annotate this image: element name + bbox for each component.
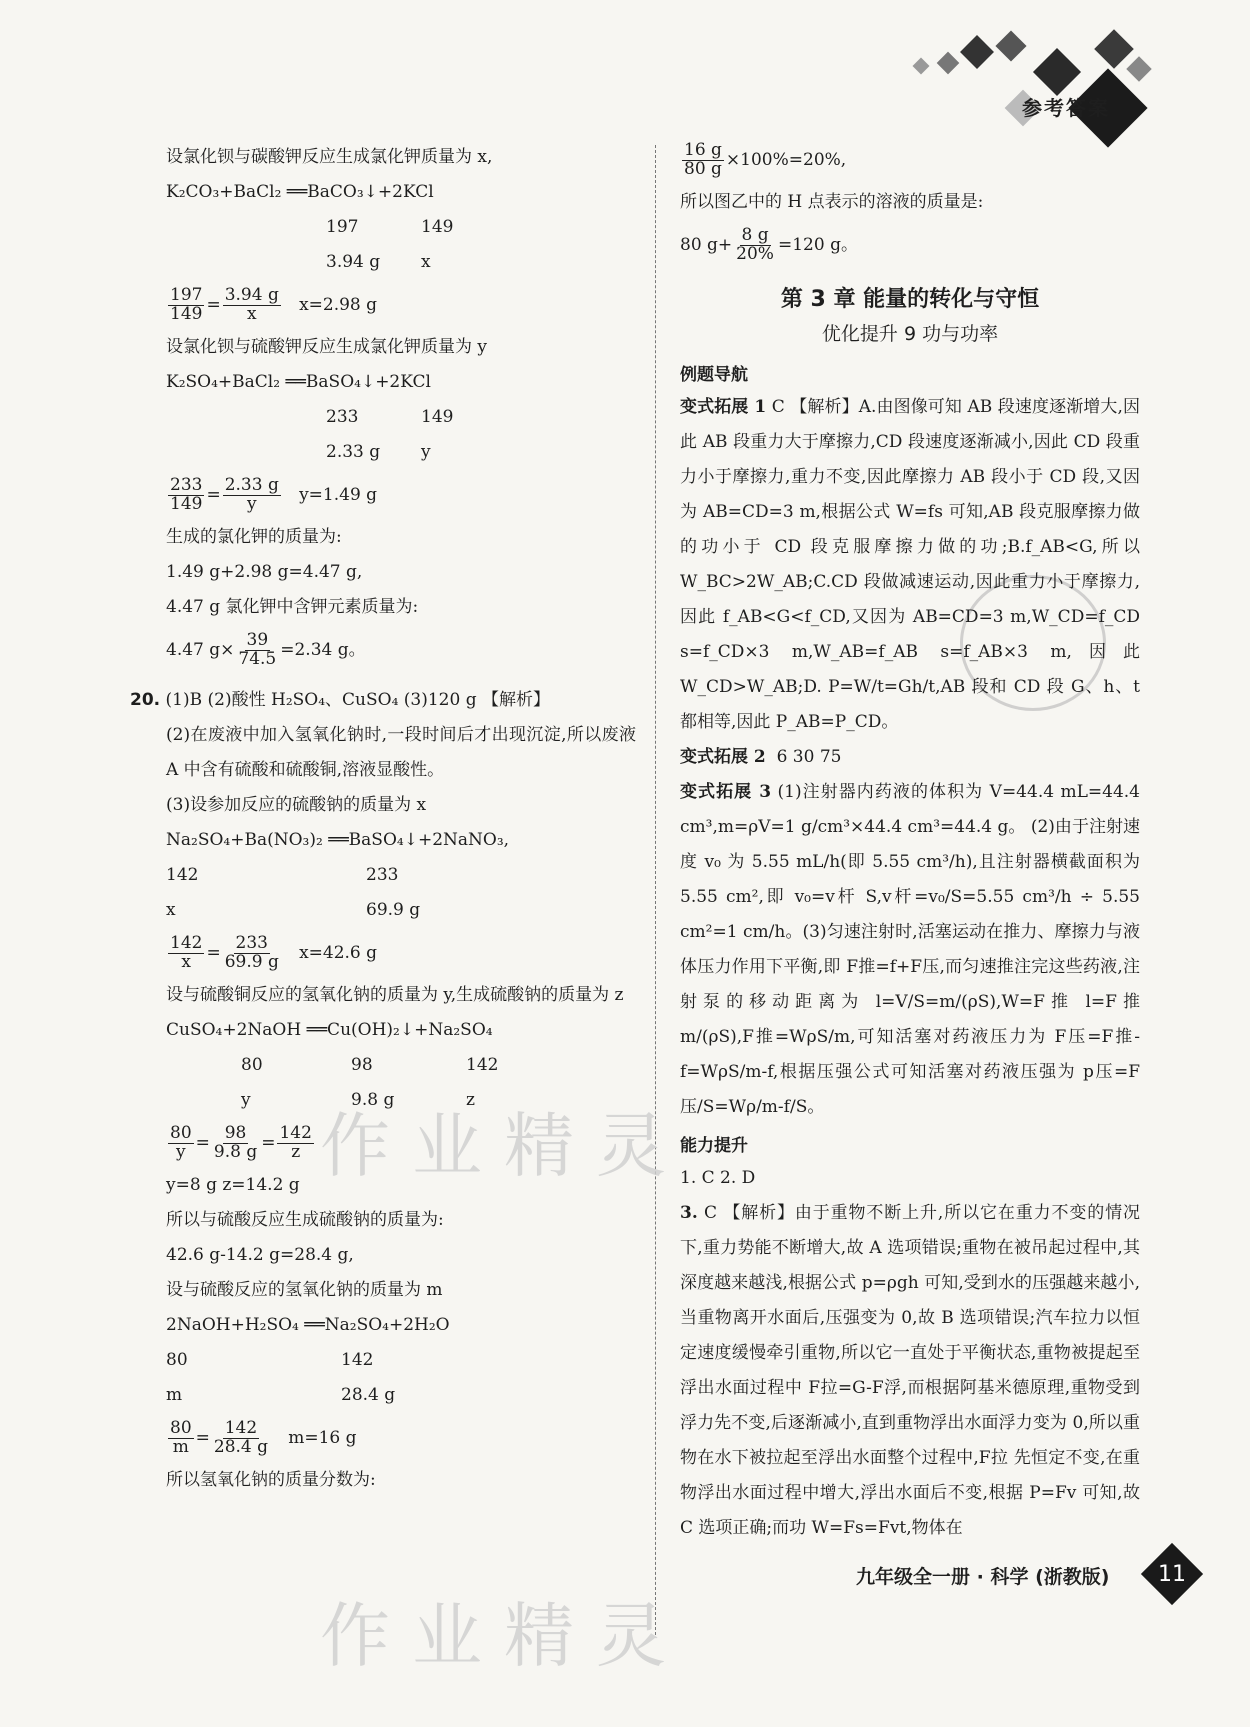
given-value: 28.4 g xyxy=(341,1385,396,1405)
calculation: 4.47 g× $\frac{39}{74.5}$ =2.34 g。 xyxy=(166,630,366,669)
subsection-heading: 能力提升 xyxy=(680,1136,748,1156)
answer-text: (1)B (2)酸性 H₂SO₄、CuSO₄ (3)120 g 【解析】 xyxy=(165,690,551,710)
text-line: 所以图乙中的 H 点表示的溶液的质量是: xyxy=(680,192,984,212)
watermark: 作业精灵 xyxy=(320,1105,688,1187)
question-20 xyxy=(130,683,636,718)
text-line: 所以氢氧化钠的质量分数为: xyxy=(166,1470,376,1490)
answer-block xyxy=(680,390,1140,740)
page-number: 11 xyxy=(1158,1561,1186,1587)
right-column xyxy=(680,135,1140,1546)
equation-values xyxy=(166,1083,636,1118)
chemical-equation: K₂SO₄+BaCl₂ ══BaSO₄↓+2KCl xyxy=(166,372,431,392)
section-title: 优化提升 9 功与功率 xyxy=(821,323,999,345)
result: y=1.49 g xyxy=(299,485,378,505)
answer-text: 6 30 75 xyxy=(776,747,842,767)
result: x=42.6 g xyxy=(299,943,378,963)
equation-values xyxy=(166,245,636,280)
proportion: $\frac{197}{149}$ = $\frac{3.94 g}{x}$ x=2.98 g xyxy=(170,285,378,324)
proportion: $\frac{233}{149}$ = $\frac{2.33 g}{y}$ y=1.49 g xyxy=(170,475,378,514)
mass-value: 98 xyxy=(351,1055,373,1075)
answer-block xyxy=(680,740,1140,775)
equation-masses xyxy=(166,1343,636,1378)
mass-value: 142 xyxy=(166,865,199,885)
mass-value: 142 xyxy=(466,1055,499,1075)
text-line: 4.47 g 氯化钾中含钾元素质量为: xyxy=(166,597,419,617)
answer-text: 1. C 2. D xyxy=(680,1168,756,1188)
result: x=2.98 g xyxy=(299,295,378,315)
mass-value: 233 xyxy=(326,407,359,427)
equation-masses xyxy=(166,858,636,893)
proportion: $\frac{142}{x}$ = $\frac{233}{69.9 g}$ x=42.6 g xyxy=(170,933,378,972)
equation-values xyxy=(166,893,636,928)
unknown-value: x xyxy=(166,900,176,920)
calculation: $\frac{16 g}{80 g}$ ×100%=20%, xyxy=(684,140,847,179)
unknown-value: z xyxy=(466,1090,475,1110)
mass-value: 142 xyxy=(341,1350,374,1370)
footer-book-title: 九年级全一册 · 科学 (浙教版) xyxy=(856,1566,1110,1588)
unknown-value: m xyxy=(166,1385,183,1405)
text-line: 设氯化钡与硫酸钾反应生成氯化钾质量为 y xyxy=(166,337,488,357)
given-value: 3.94 g xyxy=(326,252,381,272)
text-line: 1.49 g+2.98 g=4.47 g, xyxy=(166,562,363,582)
mass-value: 197 xyxy=(326,217,359,237)
result: m=16 g xyxy=(288,1428,357,1448)
answer-text: C 【解析】由于重物不断上升,所以它在重力不变的情况下,重力势能不断增大,故 A 选项错误;重物在被吊起过程中,其深度越来越浅,根据公式 p=ρgh 可知,受到水的压强越来越小,当重物离开水面后,压强变为 0,故 B 选项错误;汽车拉力以恒定速度缓慢牵引重物,所以它一直处于平衡状态,重物被提起至浮出水面过程中 F拉=G-F浮,而根据阿基米德原理,重物受到浮力先不变,后逐渐减小,直到重物浮出水面浮力变为 0,所以重物在水下被拉起至浮出水面整个过程中,F拉 先恒定不变,在重物浮出水面过程中增大,浮出水面后不变,根据 P=Fv 可知,故 C 选项正确;而功 W=Fs=Fvt,物体在 xyxy=(680,1203,1140,1538)
calculation: 80 g+ $\frac{8 g}{20\%}$ =120 g。 xyxy=(680,225,858,264)
text-line: (3)设参加反应的硫酸钠的质量为 x xyxy=(166,795,427,815)
diamond-decoration-icon xyxy=(937,52,960,75)
unknown-value: y xyxy=(421,442,431,462)
text-line: 所以与硫酸反应生成硫酸钠的质量为: xyxy=(166,1210,444,1230)
equation-values xyxy=(166,435,636,470)
answer-label: 变式拓展 3 xyxy=(680,782,772,802)
answer-text: (1)注射器内药液的体积为 V=44.4 mL=44.4 cm³,m=ρV=1 g/cm³×44.4 cm³=44.4 g。 (2)由于注射速度 v₀ 为 5.55 mL/h(即 5.55 cm³/h),且注射器横截面积为 5.55 cm²,即 v₀=v杆 S,v杆=v₀/S=5.55 cm³/h ÷ 5.55 cm²=1 cm/h。(3)匀速注射时,活塞运动在推力、摩擦力与液体压力作用下平衡,即 F推=f+F压,而匀速推注完这些药液,注射泵的移动距离为 l=V/S=m/(ρS),W=F推 l=F推 m/(ρS),F推=WρS/m,可知活塞对药液压力为 F压=F推-f=WρS/m-f,根据压强公式可知活塞对药液压强为 p压=F压/S=Wρ/m-f/S。 xyxy=(680,782,1141,1117)
given-value: 2.33 g xyxy=(326,442,381,462)
given-value: 9.8 g xyxy=(351,1090,395,1110)
left-column xyxy=(130,140,636,1498)
mass-value: 149 xyxy=(421,407,454,427)
text-line: 设与硫酸铜反应的氢氧化钠的质量为 y,生成硫酸钠的质量为 z xyxy=(166,985,624,1005)
chemical-equation: Na₂SO₄+Ba(NO₃)₂ ══BaSO₄↓+2NaNO₃, xyxy=(166,830,510,850)
chapter-title: 第 3 章 能量的转化与守恒 xyxy=(780,287,1040,312)
equation-masses xyxy=(166,210,636,245)
unknown-value: y xyxy=(241,1090,251,1110)
answer-block xyxy=(680,775,1140,1125)
mass-value: 80 xyxy=(241,1055,263,1075)
equation-masses xyxy=(166,400,636,435)
page-header-title: 参考答案 xyxy=(1022,96,1110,120)
chemical-equation: CuSO₄+2NaOH ══Cu(OH)₂↓+Na₂SO₄ xyxy=(166,1020,493,1040)
text-line: 生成的氯化钾的质量为: xyxy=(166,527,342,547)
equation-values xyxy=(166,1378,636,1413)
text-line: 42.6 g-14.2 g=28.4 g, xyxy=(166,1245,354,1265)
diamond-decoration-icon xyxy=(1094,29,1134,69)
diamond-decoration-icon xyxy=(1126,56,1151,81)
mass-value: 149 xyxy=(421,217,454,237)
answer-block xyxy=(680,1196,1140,1546)
answer-label: 变式拓展 1 xyxy=(680,397,767,417)
text-line: 设氯化钡与碳酸钾反应生成氯化钾质量为 x, xyxy=(166,147,493,167)
answer-text: C 【解析】A.由图像可知 AB 段速度逐渐增大,因此 AB 段重力大于摩擦力,CD 段速度逐渐减小,因此 CD 段重力小于摩擦力,重力不变,因此摩擦力 AB 段小于 CD 段,又因为 AB=CD=3 m,根据公式 W=fs 可知,AB 段克服摩擦力做的功小于 CD 段克服摩擦力做的功;B.f_AB<G,所以 W_BC>2W_AB;C.CD 段做减速运动,因此重力小于摩擦力,因此 f_AB<G<f_CD,又因为 AB=CD=3 m,W_CD=f_CD s=f_CD×3 m,W_AB=f_AB s=f_AB×3 m,因此 W_CD>W_AB;D. P=W/t=Gh/t,AB 段和 CD 段 G、h、t 都相等,因此 P_AB=P_CD。 xyxy=(680,397,1141,732)
subsection-heading: 例题导航 xyxy=(680,365,748,385)
question-number: 20. xyxy=(130,690,161,710)
diamond-decoration-icon xyxy=(913,58,930,75)
mass-value: 233 xyxy=(366,865,399,885)
result: y=8 g z=14.2 g xyxy=(166,1175,300,1195)
proportion: $\frac{80}{m}$ = $\frac{142}{28.4 g}$ m=16 g xyxy=(170,1418,357,1457)
equation-masses xyxy=(166,1048,636,1083)
question-number: 3. xyxy=(680,1203,698,1223)
column-divider xyxy=(655,145,656,1635)
given-value: 69.9 g xyxy=(366,900,421,920)
explanation-text: (2)在废液中加入氢氧化钠时,一段时间后才出现沉淀,所以废液 A 中含有硫酸和硫酸铜,溶液显酸性。 xyxy=(166,725,636,780)
watermark: 作业精灵 xyxy=(320,1595,688,1677)
unknown-value: x xyxy=(421,252,431,272)
diamond-decoration-icon xyxy=(995,30,1026,61)
chemical-equation: 2NaOH+H₂SO₄ ══Na₂SO₄+2H₂O xyxy=(166,1315,450,1335)
text-line: 设与硫酸反应的氢氧化钠的质量为 m xyxy=(166,1280,443,1300)
mass-value: 80 xyxy=(166,1350,188,1370)
diamond-decoration-icon xyxy=(1033,48,1081,96)
diamond-decoration-icon xyxy=(960,35,994,69)
chemical-equation: K₂CO₃+BaCl₂ ══BaCO₃↓+2KCl xyxy=(166,182,434,202)
proportion: $\frac{80}{y}$ = $\frac{98}{9.8 g}$ = $\frac{142}{z}$ xyxy=(170,1123,312,1162)
answer-label: 变式拓展 2 xyxy=(680,747,766,767)
